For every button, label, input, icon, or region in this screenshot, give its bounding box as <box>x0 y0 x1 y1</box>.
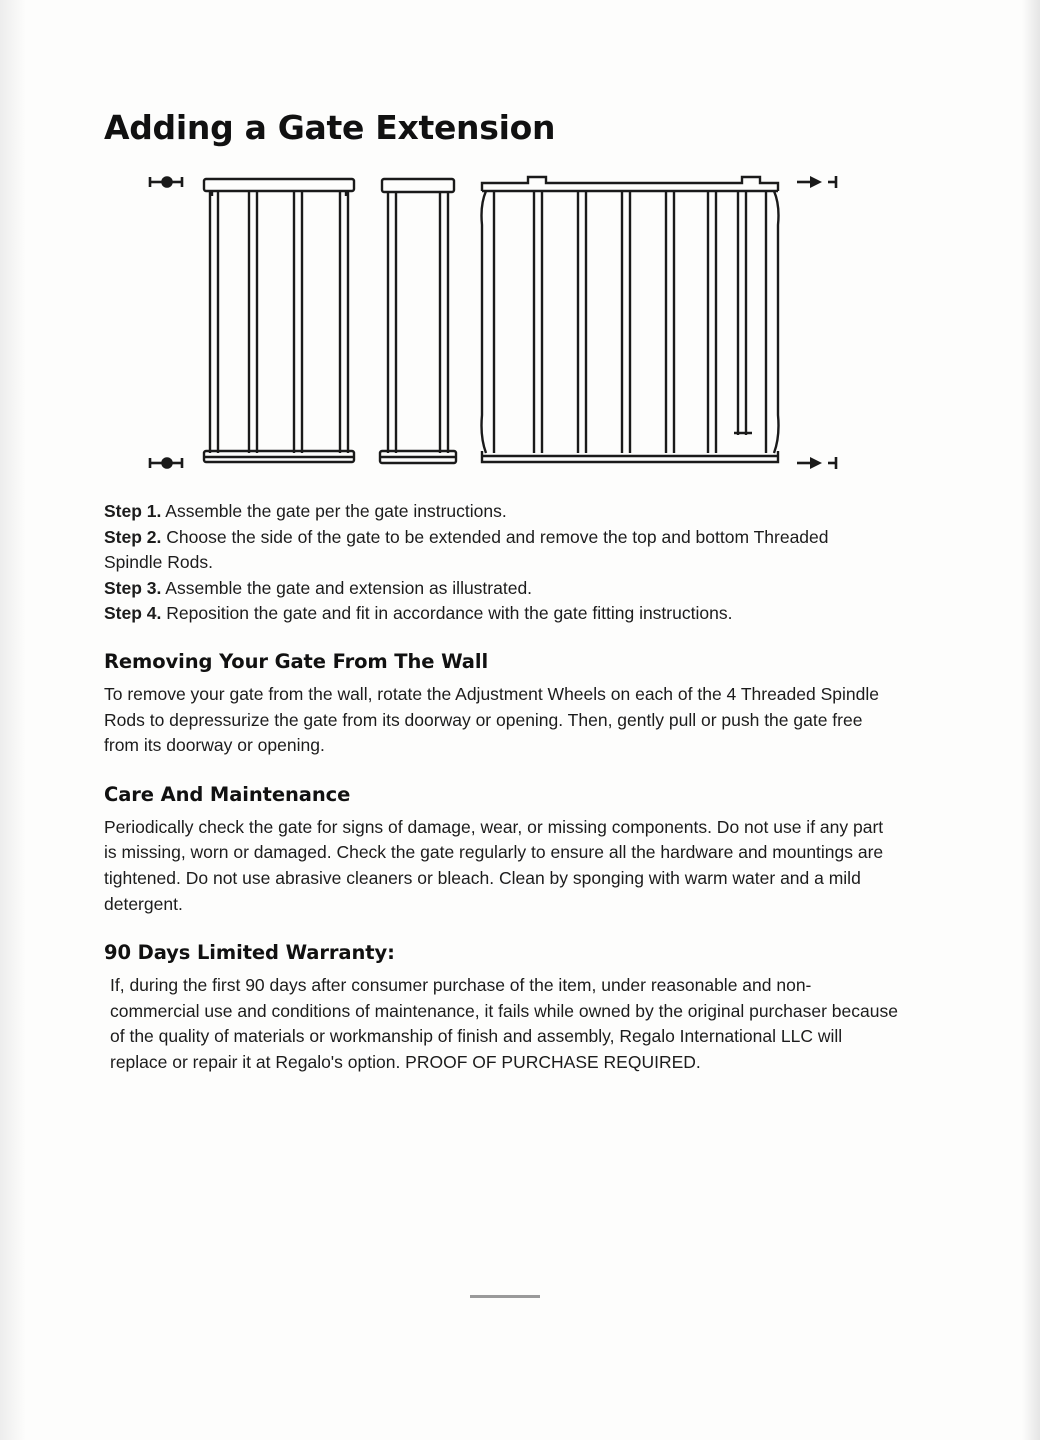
assembled-gate-right <box>482 177 779 462</box>
page-title: Adding a Gate Extension <box>104 108 556 147</box>
section-heading-warranty: 90 Days Limited Warranty: <box>104 941 395 965</box>
step-item <box>104 499 864 524</box>
section-body-care-maintenance: Periodically check the gate for signs of damage, wear, or missing components. Do not use if any part is missing, worn or damaged. Check the gate regularly to ensure all the hardware and mountings are tightened. Do not use abrasive cleaners or bleach. Clean by sponging with warm water and a mild detergent. <box>104 816 884 914</box>
step-text: Choose the side of the gate to be extended and remove the top and bottom Threaded Spindle Rods. <box>104 526 829 572</box>
step-label: Step 4. <box>104 603 162 624</box>
step-label: Step 3. <box>104 577 162 598</box>
page-footer-mark <box>470 1295 540 1298</box>
step-item <box>104 601 864 626</box>
gate-panel-left <box>204 179 354 462</box>
step-text: Assemble the gate per the gate instructions. <box>165 501 507 521</box>
step-item <box>104 525 864 575</box>
extension-panel-center <box>380 179 456 463</box>
scan-edge-shadow-right <box>1022 0 1040 1440</box>
top-right-spindle-marker <box>797 176 836 188</box>
step-label: Step 2. <box>104 526 162 547</box>
section-heading-care-maintenance: Care And Maintenance <box>104 782 351 806</box>
section-heading-removing-gate: Removing Your Gate From The Wall <box>104 650 489 674</box>
bottom-right-spindle-marker <box>797 457 836 469</box>
step-text: Assemble the gate and extension as illustrated. <box>165 577 533 598</box>
scan-edge-shadow-left <box>0 0 26 1440</box>
steps-list <box>104 499 864 626</box>
gate-extension-illustration <box>142 165 842 485</box>
document-content <box>104 108 934 1077</box>
top-left-spindle-marker <box>150 177 182 187</box>
step-text: Reposition the gate and fit in accordance with the gate fitting instructions. <box>166 603 733 624</box>
section-body-warranty: If, during the first 90 days after consumer purchase of the item, under reasonable and non-commercial use and conditions of maintenance, it fails while owned by the original purchaser because of the quality of materials or workmanship of finish and assembly, Regalo International LLC will replace or repair it at Regalo's option. PROOF OF PURCHASE REQUIRED. <box>110 975 898 1072</box>
bottom-left-spindle-marker <box>150 458 182 468</box>
step-label: Step 1. <box>104 501 162 521</box>
section-body-removing-gate: To remove your gate from the wall, rotate the Adjustment Wheels on each of the 4 Threaded Spindle Rods to depressurize the gate from its doorway or opening. Then, gently pull or push the gate free from its doorway or opening. <box>104 684 879 756</box>
gate-extension-diagram <box>142 165 842 485</box>
step-item <box>104 576 864 601</box>
